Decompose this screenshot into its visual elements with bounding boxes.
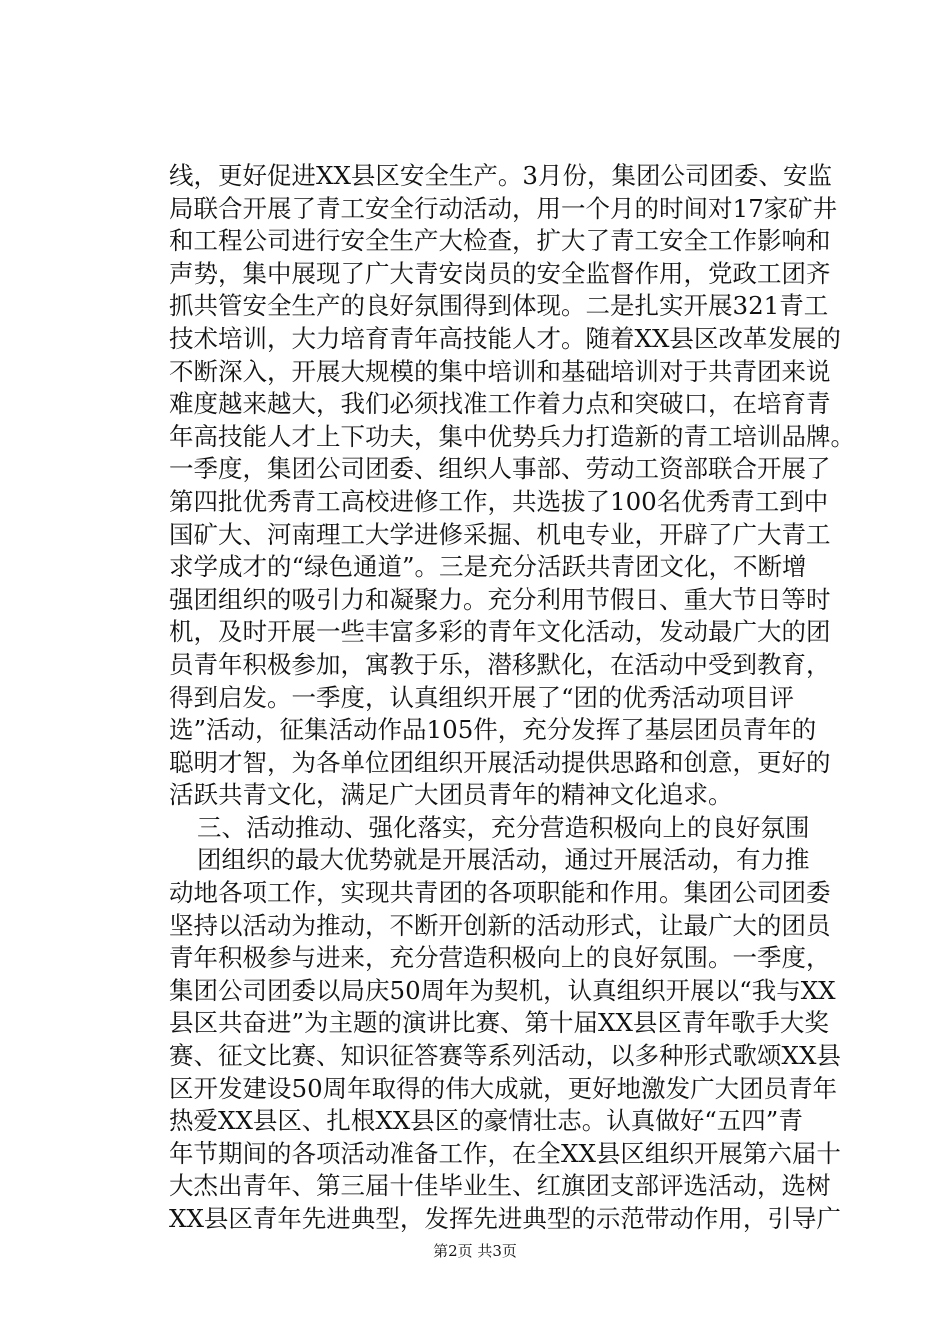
text-line: 线，更好促进XX县区安全生产。3月份，集团公司团委、安监 — [169, 161, 832, 190]
text-line: 求学成才的“绿色通道”。三是充分活跃共青团文化，不断增 — [169, 552, 807, 582]
text-line: 赛、征文比赛、知识征答赛等系列活动，以多种形式歌颂XX县 — [169, 1041, 841, 1071]
text-line: 强团组织的吸引力和凝聚力。充分利用节假日、重大节日等时 — [169, 584, 831, 614]
text-line: 一季度，集团公司团委、组织人事部、劳动工资部联合开展了 — [169, 454, 831, 484]
text-line: 不断深入，开展大规模的集中培训和基础培训对于共青团来说 — [169, 356, 831, 386]
text-line: 国矿大、河南理工大学进修采掘、机电专业，开辟了广大青工 — [169, 519, 831, 549]
text-line: 县区共奋进”为主题的演讲比赛、第十届XX县区青年歌手大奖 — [169, 1008, 829, 1038]
text-line: 局联合开展了青工安全行动活动，用一个月的时间对17家矿井 — [169, 193, 838, 223]
text-line: 技术培训，大力培育青年高技能人才。随着XX县区改革发展的 — [169, 323, 841, 353]
text-line: 大杰出青年、第三届十佳毕业生、红旗团支部评选活动，选树 — [169, 1171, 831, 1201]
text-line: 聪明才智，为各单位团组织开展活动提供思路和创意，更好的 — [169, 747, 831, 777]
text-line: 抓共管安全生产的良好氛围得到体现。二是扎实开展321青工 — [169, 291, 829, 321]
text-line: 员青年积极参加，寓教于乐，潜移默化，在活动中受到教育， — [169, 649, 831, 679]
text-line: 青年积极参与进来，充分营造积极向上的良好氛围。一季度， — [169, 943, 831, 973]
paragraph-first-line: 团组织的最大优势就是开展活动，通过开展活动，有力推 — [197, 845, 810, 875]
text-line: 年节期间的各项活动准备工作，在全XX县区组织开展第六届十 — [169, 1138, 841, 1168]
text-line: 声势，集中展现了广大青安岗员的安全监督作用，党政工团齐 — [169, 258, 831, 288]
text-line: 区开发建设50周年取得的伟大成就，更好地激发广大团员青年 — [169, 1073, 838, 1103]
section-heading: 三、活动推动、强化落实，充分营造积极向上的良好氛围 — [197, 812, 810, 842]
text-line: 第四批优秀青工高校进修工作，共选拔了100名优秀青工到中 — [169, 486, 829, 516]
body-text — [169, 160, 855, 1236]
text-line: 动地各项工作，实现共青团的各项职能和作用。集团公司团委 — [169, 878, 831, 908]
text-line: XX县区青年先进典型，发挥先进典型的示范带动作用，引导广 — [169, 1204, 841, 1233]
text-line: 和工程公司进行安全生产大检查，扩大了青工安全工作影响和 — [169, 226, 831, 256]
text-line: 选”活动，征集活动作品105件，充分发挥了基层团员青年的 — [169, 715, 817, 745]
text-line: 得到启发。一季度，认真组织开展了“团的优秀活动项目评 — [169, 682, 795, 712]
text-line: 集团公司团委以局庆50周年为契机，认真组织开展以“我与XX — [169, 975, 836, 1005]
text-line: 难度越来越大，我们必须找准工作着力点和突破口，在培育青 — [169, 389, 831, 419]
text-line: 热爱XX县区、扎根XX县区的豪情壮志。认真做好“五四”青 — [169, 1106, 803, 1136]
page-footer: 第2页 共3页 — [433, 1242, 517, 1260]
text-line: 活跃共青文化，满足广大团员青年的精神文化追求。 — [169, 780, 733, 810]
text-line: 年高技能人才上下功夫，集中优势兵力打造新的青工培训品牌。 — [169, 421, 855, 451]
text-line: 机，及时开展一些丰富多彩的青年文化活动，发动最广大的团 — [169, 617, 831, 647]
text-line: 坚持以活动为推动，不断开创新的活动形式，让最广大的团员 — [169, 910, 831, 940]
